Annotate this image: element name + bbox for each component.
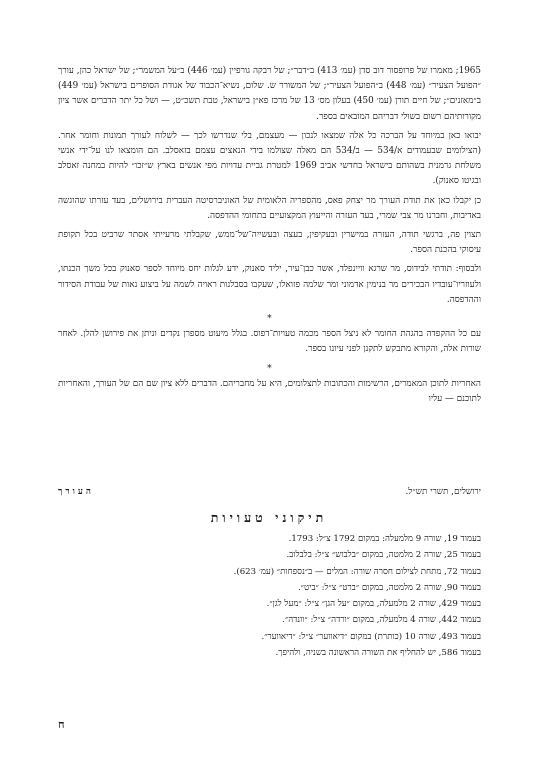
- signature-editor: העורך: [58, 487, 94, 497]
- errata-title: תיקוני טעויות: [210, 510, 328, 525]
- errata-item: בעמוד 19, שורה 9 מלמעלה: במקום 1792 צ״ל: 1793.: [288, 534, 481, 544]
- acknowledgments-text: [58, 64, 481, 411]
- paragraph-thanks-library: כן יקבלו כאן את תודת העורך מר יצחק פאס, מהספריה הלאומית של האוניברסיטה העברית בירושלים, בעד עזרתו שהוגשה באדיבות, וחברנו מר צבי שמרי, בעד העזרה והייעוץ המקצועיים בתחומי ההדפסה.: [58, 195, 481, 221]
- section-separator: *: [267, 363, 272, 374]
- paragraph-thanks-wife: תצוין פה, ברגשי תודה, העזרה במישרין ובעקיפין, בעצה ובעשייה־של־ממש, שקבלתי מרעייתי אסתר שרביט בכל תקופת עיסוקי בהכנת הספר.: [58, 230, 481, 256]
- errata-item: בעמוד 90, שורה 2 מלמטה, במקום ״ברט״ צ״ל: ״ביט״.: [298, 582, 481, 593]
- paragraph-responsibility: האחריות לתוכן המאמרים, הרשימות והכתובות לתצלומים, היא על מחבריהם. הדברים ללא ציון שם הם של העורך, והאחריות לתוכנם — עליו: [58, 378, 481, 405]
- paragraph-thanks-printer: ולבסוף: תודתי לבידוס, מר שרגא וויינפלד, אשר כבן־עיר, יליד סאנוק, ידע לגלות יחס מיוחד לספר סאנוק בכל משך הכנתו, ולעוזריו־עובדיו הבכירים מר בנימין אדמוני ומר שלמה פזואלו, שעקבו בסבלנות ראויה לשמה על ביצוע נאות של עבודת הסידור וההדפסה.: [58, 264, 481, 305]
- section-separator: *: [267, 314, 272, 325]
- errata-item: בעמוד 429, שורה 2 מלמעלה, במקום ״על הגן״ צ״ל: ״מעל לגן״.: [266, 599, 481, 610]
- errata-item: בעמוד 586, יש להחליף את השורה הראשונה בשניה, ולהיפך.: [275, 648, 481, 659]
- page-number: ח: [58, 718, 65, 731]
- paragraph-photos: יבואו כאן במיוחד על הברכה כל אלה שמצאו לנכון — מעצמם, בלי שנדרשו לכך — לשלוח לעורך תמונות וחומר אחר. (הצילומים שבעמודים א/534 — ב/534 הם מאלה שצולמו בידי הנאצים עצמם בזאסלב. הם הומצאו לנו על־ידי אנשי משלחת גרמנית בשהותם בישראל בחדשי אביב 1969 למטרת גביית עדויות מפי אנשים בארץ ש״זכו״ להיות במחנה זאסלב ובגיטו סאנוק).: [58, 130, 482, 187]
- errata-item: בעמוד 493, שורה 10 (כותרת) במקום ״דיאווער״ צ״ל: ״דיאווער״.: [261, 631, 481, 642]
- paragraph-typos: עם כל ההקפדה בהגהת החומר לא ניצל הספר מכמה טעויות־דפוס. בגלל מיעוט מספרן נקדים וניתן את פירושן להלן. לאחר שורות אלה, והקורא מתבקש לתקנן לפני עיונו בספר.: [58, 329, 481, 355]
- signature-row: [58, 486, 481, 502]
- errata-list: [170, 531, 481, 661]
- errata-item: בעמוד 25, שורה 2 מלמטה, במקום ״בלבוש״ צ״ל: בלבלוב.: [286, 550, 481, 561]
- paragraph-sources: 1965; מאמרו של פרופסור דוב סדן (עמ׳ 413) ב״דבר״; של רבקה גורפיין (עמ׳ 446) ב״על המשמר״; של ישראל כהן, עורך ״הפועל הצעיר״ (עמ׳ 448) ב״הפועל הצעיר״; של המשורר ש. שלום, נשיא־הכבוד של אגודת הסופרים בישראל (עמ׳ 449) ב״מאזנים״; של חיים תורן (עמ׳ 450) בעלון מס׳ 13 של מרכז פא״ן בישראל, טבת תשכ״ט, — ושל כל יתר הדברים אשר ציון מקורותיהם רשום בשולי דבריהם המובאים בספר.: [58, 66, 481, 122]
- errata-item: בעמוד 72, מתחת לצילום חסרה שורה: המלים — ב״נספחות״ (עמ׳ 623).: [233, 566, 481, 577]
- signature-date: ירושלים, תשרי תש״ל.: [405, 487, 481, 497]
- errata-item: בעמוד 442, שורה 4 מלמעלה, במקום ״ורדה״ צ״ל: ״וונדה״.: [282, 615, 481, 626]
